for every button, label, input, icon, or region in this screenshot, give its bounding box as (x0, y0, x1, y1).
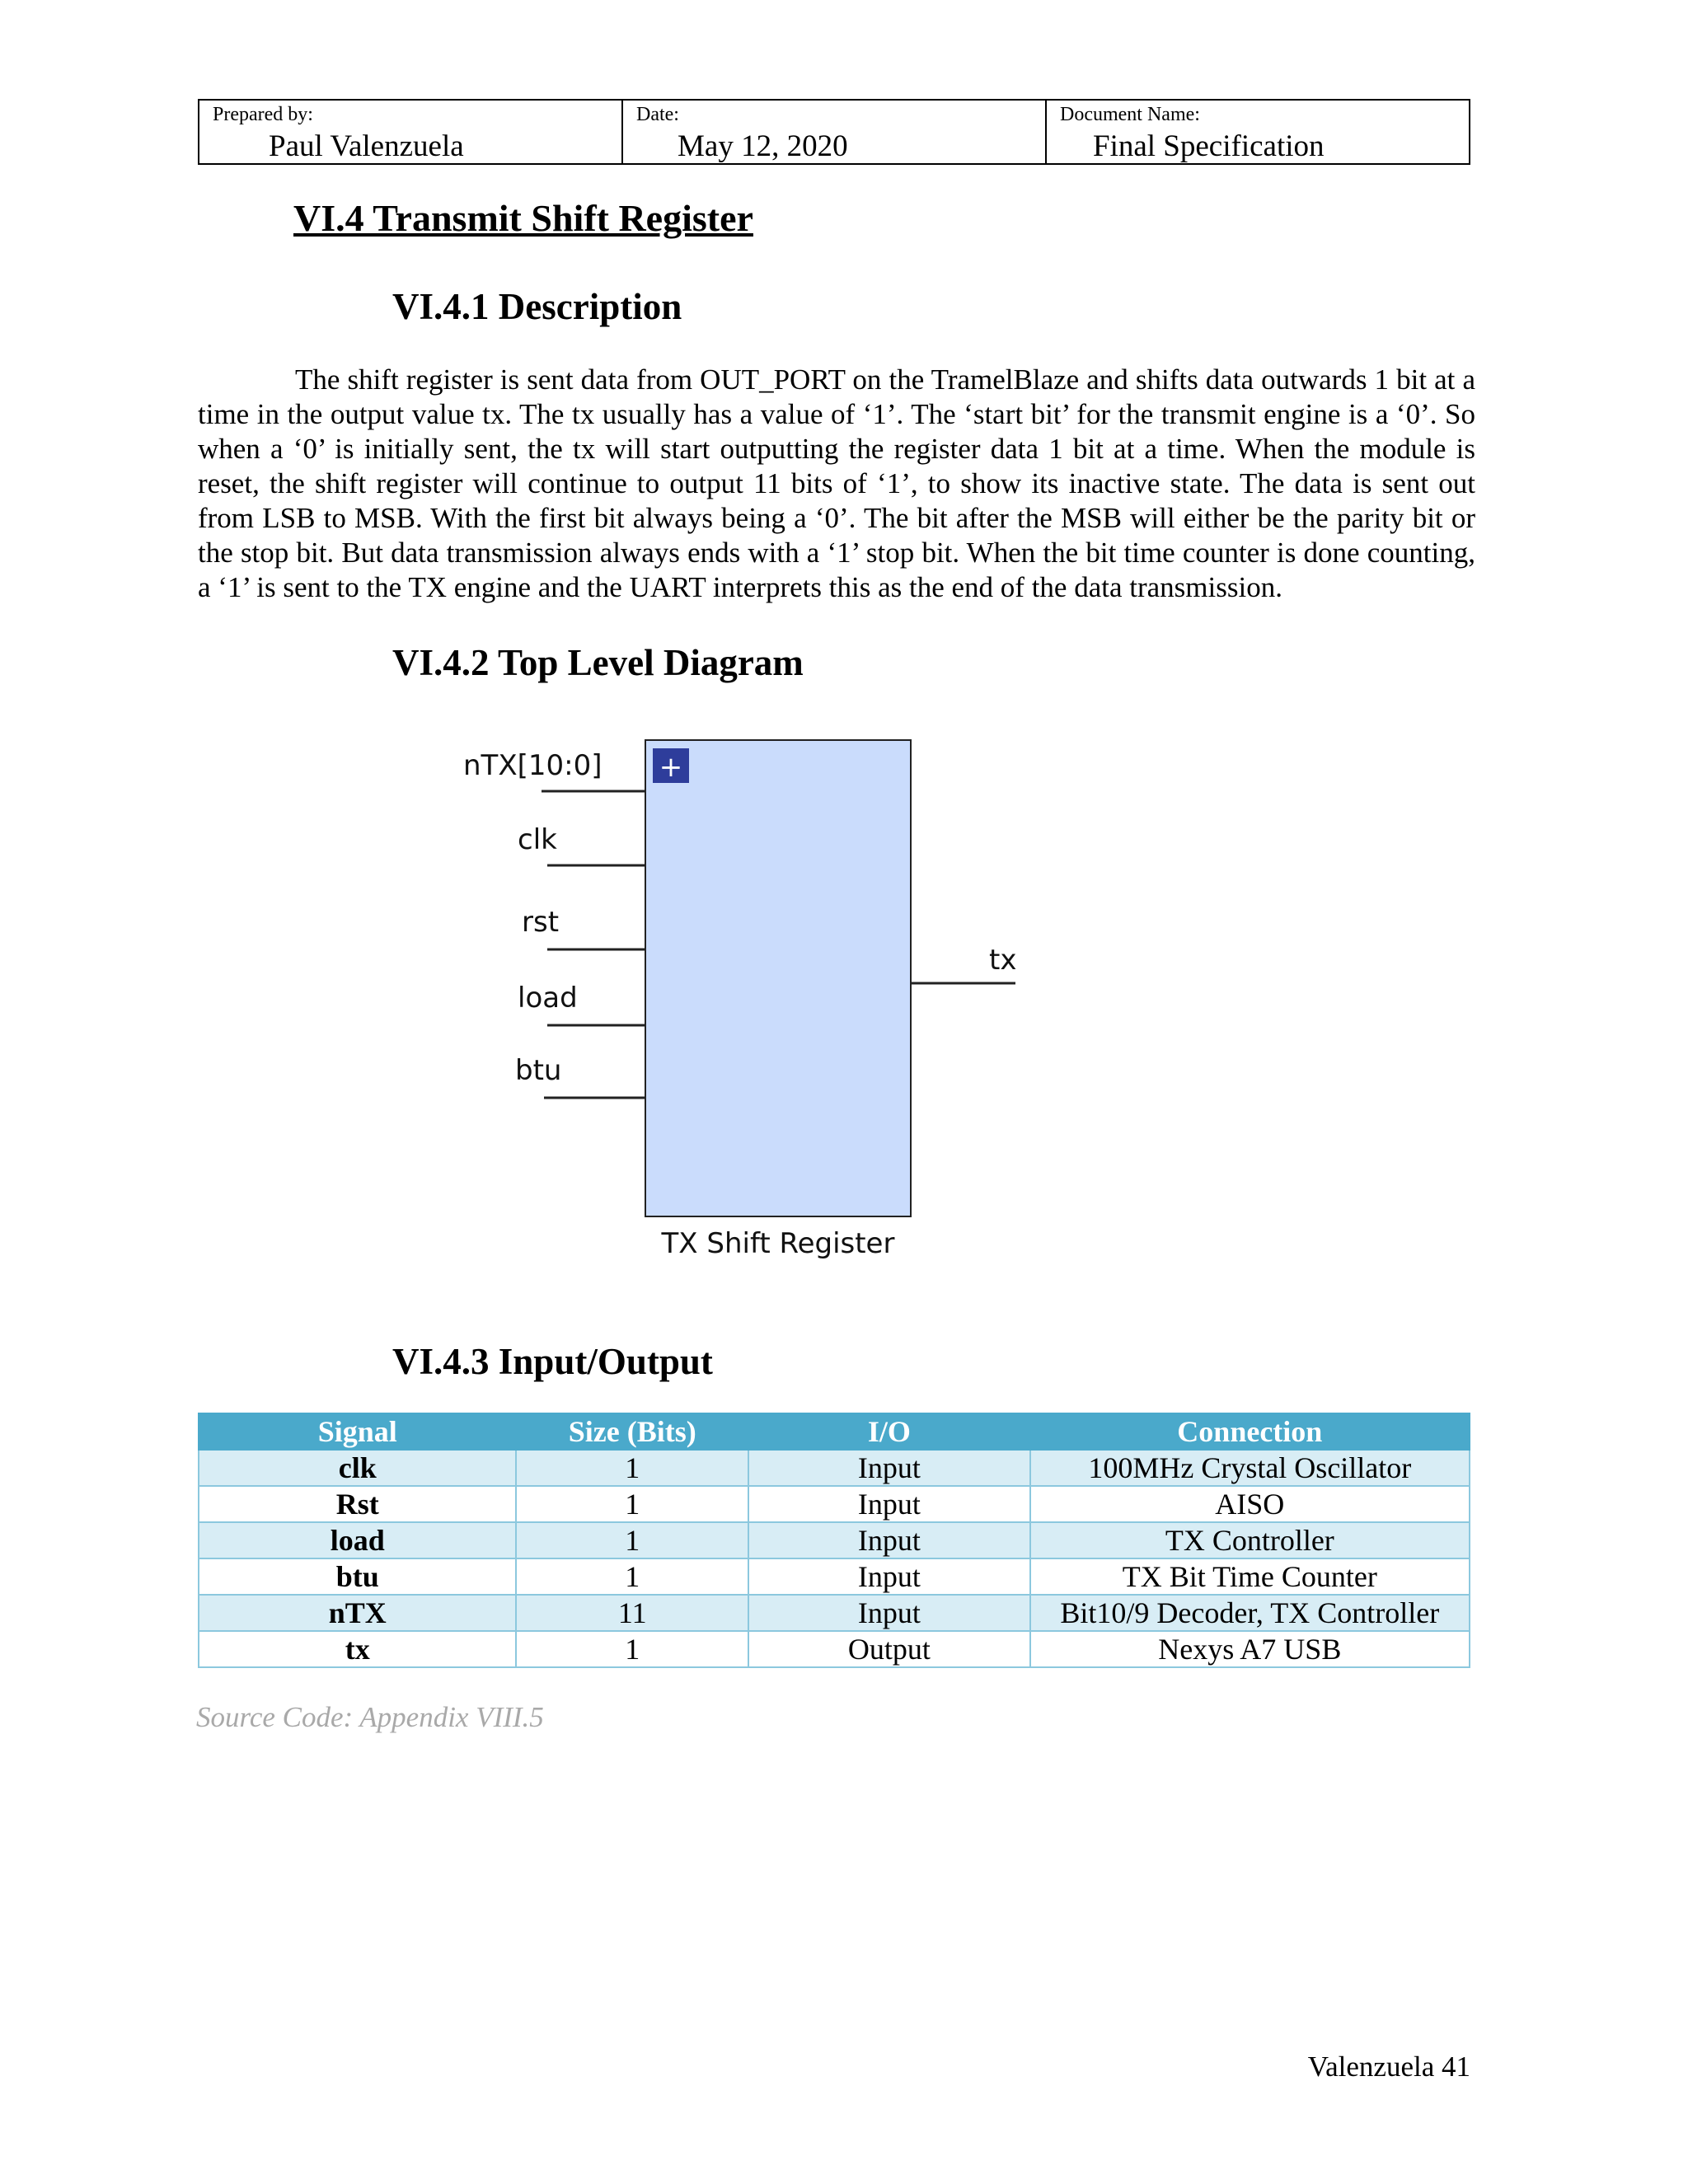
header-size: Size (Bits) (516, 1413, 748, 1450)
size-cell: 1 (516, 1558, 748, 1595)
connection-cell: TX Bit Time Counter (1030, 1558, 1470, 1595)
io-table-header-row (199, 1413, 1470, 1450)
prepared-by-cell (199, 101, 621, 163)
connection-cell: Bit10/9 Decoder, TX Controller (1030, 1595, 1470, 1631)
io-cell: Input (748, 1558, 1030, 1595)
prepared-by-value: Paul Valenzuela (269, 129, 464, 163)
input-label-load: load (518, 982, 578, 1015)
size-cell: 1 (516, 1631, 748, 1667)
input-label-rst: rst (522, 906, 560, 939)
source-code-reference: Source Code: Appendix VIII.5 (196, 1701, 544, 1733)
date-cell (621, 101, 1045, 163)
diagram-heading: VI.4.2 Top Level Diagram (392, 642, 804, 683)
shift-register-block (645, 740, 911, 1216)
io-cell: Output (748, 1631, 1030, 1667)
date-value: May 12, 2020 (678, 129, 848, 163)
signal-cell: btu (199, 1558, 516, 1595)
document-name-value: Final Specification (1093, 129, 1325, 163)
size-cell: 11 (516, 1595, 748, 1631)
output-label-tx: tx (989, 944, 1017, 977)
connection-cell: Nexys A7 USB (1030, 1631, 1470, 1667)
size-cell: 1 (516, 1450, 748, 1486)
table-row (199, 1595, 1470, 1631)
prepared-by-label: Prepared by: (213, 104, 313, 125)
connection-cell: 100MHz Crystal Oscillator (1030, 1450, 1470, 1486)
table-row (199, 1558, 1470, 1595)
description-paragraph: The shift register is sent data from OUT_PORT on the TramelBlaze and shifts data outwards 1 bit at a time in the output value tx. The tx usually has a value of ‘1’. The ‘start bit’ for the transmit engine is a ‘0’. So when a ‘0’ is initially sent, the tx will start outputting the register data 1 bit at a time. When the module is reset, the shift register will continue to output 11 bits of ‘1’, to show its inactive state. The data is sent out from LSB to MSB. With the first bit always being a ‘0’. The bit after the MSB will either be the parity bit or the stop bit. But data transmission always ends with a ‘1’ stop bit. When the bit time counter is done counting, a ‘1’ is sent to the TX engine and the UART interprets this as the end of the data transmission. (198, 363, 1475, 603)
input-label-btu: btu (515, 1054, 562, 1087)
table-row (199, 1486, 1470, 1522)
connection-cell: AISO (1030, 1486, 1470, 1522)
signal-cell: clk (199, 1450, 516, 1486)
date-label: Date: (636, 104, 679, 125)
connection-cell: TX Controller (1030, 1522, 1470, 1558)
header-io: I/O (748, 1413, 1030, 1450)
header-signal: Signal (199, 1413, 516, 1450)
block-label: TX Shift Register (661, 1227, 895, 1260)
document-name-cell (1045, 101, 1469, 163)
page-footer: Valenzuela 41 (1307, 2050, 1470, 2083)
expand-plus-icon[interactable]: + (659, 751, 683, 784)
table-row (199, 1631, 1470, 1667)
io-cell: Input (748, 1450, 1030, 1486)
top-level-diagram (462, 725, 1039, 1269)
table-row (199, 1450, 1470, 1486)
section-title: VI.4 Transmit Shift Register (293, 197, 753, 239)
io-table (198, 1413, 1470, 1668)
document-name-label: Document Name: (1060, 104, 1200, 125)
signal-cell: load (199, 1522, 516, 1558)
input-label-clk: clk (518, 823, 557, 856)
signal-cell: nTX (199, 1595, 516, 1631)
io-heading: VI.4.3 Input/Output (392, 1341, 713, 1382)
io-cell: Input (748, 1595, 1030, 1631)
io-cell: Input (748, 1522, 1030, 1558)
io-cell: Input (748, 1486, 1030, 1522)
description-heading: VI.4.1 Description (392, 286, 682, 327)
table-row (199, 1522, 1470, 1558)
signal-cell: tx (199, 1631, 516, 1667)
input-label-ntx: nTX[10:0] (463, 749, 603, 782)
document-header (198, 99, 1470, 165)
size-cell: 1 (516, 1522, 748, 1558)
signal-cell: Rst (199, 1486, 516, 1522)
size-cell: 1 (516, 1486, 748, 1522)
header-connection: Connection (1030, 1413, 1470, 1450)
